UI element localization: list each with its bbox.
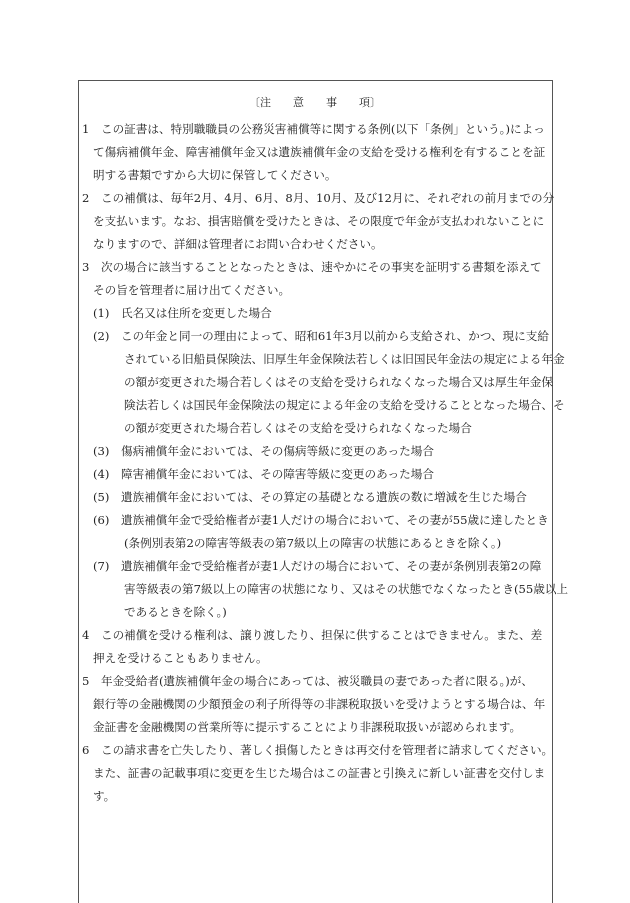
notice-line: その旨を管理者に届け出てください。 bbox=[93, 283, 291, 297]
notice-line: (7) 遺族補償年金で受給権者が妻1人だけの場合において、その妻が条例別表第2の障 bbox=[93, 559, 542, 573]
notice-line: 金証書を金融機関の営業所等に提示することにより非課税取扱いが認められます。 bbox=[93, 720, 522, 734]
notice-line: 2 この補償は、毎年2月、4月、6月、8月、10月、及び12月に、それぞれの前月までの分 bbox=[82, 191, 555, 205]
notice-line: であるときを除く。) bbox=[124, 605, 227, 619]
notice-title bbox=[0, 94, 630, 110]
notice-line: また、証書の記載事項に変更を生じた場合はこの証書と引換えに新しい証書を交付しま bbox=[93, 766, 546, 780]
notice-line: (6) 遺族補償年金で受給権者が妻1人だけの場合において、その妻が55歳に達したとき bbox=[93, 513, 549, 527]
notice-line: 1 この証書は、特別職職員の公務災害補償等に関する条例(以下「条例」という。)によっ bbox=[82, 122, 545, 136]
notice-line: 4 この補償を受ける権利は、譲り渡したり、担保に供することはできません。また、差 bbox=[82, 628, 543, 642]
notice-line: (1) 氏名又は住所を変更した場合 bbox=[93, 306, 272, 320]
notice-line: の額が変更された場合若しくはその支給を受けられなくなった場合 bbox=[124, 421, 472, 435]
notice-line: 銀行等の金融機関の少額預金の利子所得等の非課税取扱いを受けようとする場合は、年 bbox=[93, 697, 546, 711]
notice-line: 明する書類ですから大切に保管してください。 bbox=[93, 168, 337, 182]
notice-line: の額が変更された場合若しくはその支給を受けられなくなった場合又は厚生年金保 bbox=[124, 375, 553, 389]
notice-title-text: 〔注 意 事 項〕 bbox=[249, 96, 381, 109]
notice-line: 5 年金受給者(遺族補償年金の場合にあっては、被災職員の妻であった者に限る。)が、 bbox=[82, 674, 533, 688]
notice-line: (4) 障害補償年金においては、その障害等級に変更のあった場合 bbox=[93, 467, 434, 481]
notice-line: (条例別表第2の障害等級表の第7級以上の障害の状態にあるときを除く。) bbox=[124, 536, 502, 550]
notice-line: を支払います。なお、損害賠償を受けたときは、その限度で年金が支払われないことに bbox=[93, 214, 545, 228]
notice-line: す。 bbox=[93, 789, 116, 803]
notice-line: 6 この請求書を亡失したり、著しく損傷したときは再交付を管理者に請求してください。 bbox=[82, 743, 554, 757]
notice-line: 3 次の場合に該当することとなったときは、速やかにその事実を証明する書類を添えて bbox=[82, 260, 542, 274]
notice-line: 害等級表の第7級以上の障害の状態になり、又はその状態でなくなったとき(55歳以上 bbox=[124, 582, 569, 596]
notice-line: (3) 傷病補償年金においては、その傷病等級に変更のあった場合 bbox=[93, 444, 434, 458]
notice-line: されている旧船員保険法、旧厚生年金保険法若しくは旧国民年金法の規定による年金 bbox=[124, 352, 565, 366]
notice-line: 押えを受けることもありません。 bbox=[93, 651, 268, 665]
notice-line: (5) 遺族補償年金においては、その算定の基礎となる遺族の数に増減を生じた場合 bbox=[93, 490, 527, 504]
notice-line: 険法若しくは国民年金保険法の規定による年金の支給を受けることとなった場合、そ bbox=[124, 398, 565, 412]
notice-line: て傷病補償年金、障害補償年金又は遺族補償年金の支給を受ける権利を有することを証 bbox=[93, 145, 546, 159]
notice-body bbox=[82, 118, 569, 808]
notice-line: なりますので、詳細は管理者にお問い合わせください。 bbox=[93, 237, 383, 251]
notice-line: (2) この年金と同一の理由によって、昭和61年3月以前から支給され、かつ、現に支給 bbox=[93, 329, 549, 343]
